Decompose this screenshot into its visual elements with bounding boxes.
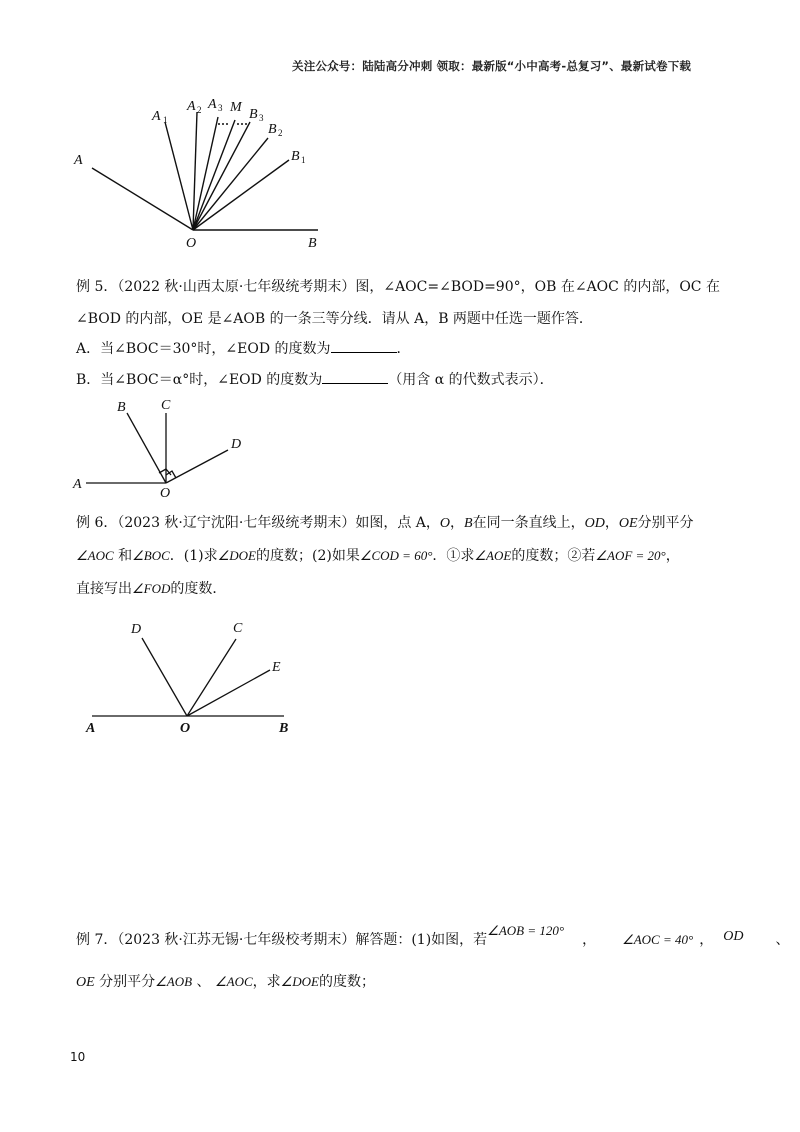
ex5-option-b-end: （用含 α 的代数式表示）． <box>388 372 554 388</box>
ex6-text-comma: ， <box>665 548 680 564</box>
label-B1: B <box>291 149 300 164</box>
ex7-text-1: 例 7．（2023 秋·江苏无锡·七年级校考期末）解答题：(1)如图，若 <box>76 932 488 948</box>
ex7-comma-2: ， <box>699 932 714 948</box>
label-D: D <box>231 437 242 452</box>
ex6-point-b: B <box>464 516 473 531</box>
figure-3-bisectors-diagram <box>0 615 800 745</box>
ex6-angle-boc: ∠BOC <box>132 548 170 563</box>
ex7-angle-aob-2: ∠AOB <box>155 974 193 989</box>
ex6-text-1: 例 6．（2023 秋·辽宁沈阳·七年级统考期末）如图，点 A， <box>76 515 440 531</box>
label-B: B <box>308 236 317 251</box>
ex7-ray-od: OD <box>723 929 744 944</box>
ex6-angle-fod: ∠FOD <box>132 581 171 596</box>
label-B3-sub: 3 <box>259 113 264 123</box>
ex7-angle-doe: ∠DOE <box>280 974 319 989</box>
ex5-answer-blank-b[interactable] <box>322 383 388 384</box>
label-D: D <box>131 622 142 637</box>
ex6-angle-aoc: ∠AOC <box>76 548 114 563</box>
ex7-text-4: 的度数； <box>319 974 375 990</box>
ex6-text-q2: 的度数；(2)如果 <box>255 548 360 564</box>
ex6-text-2: 在同一条直线上， <box>472 515 585 531</box>
ex5-line-4 <box>76 370 554 390</box>
ex6-line-3 <box>76 579 226 599</box>
label-A: A <box>86 721 96 736</box>
label-A2: A <box>187 99 196 114</box>
label-B3: B <box>249 107 258 122</box>
label-A: A <box>73 477 82 492</box>
ex7-ray-oe: OE <box>76 975 95 990</box>
ex6-line-2 <box>76 546 680 566</box>
ex7-text-3: ，求 <box>252 974 281 990</box>
label-B1-sub: 1 <box>301 155 306 165</box>
ex5-line-1: 例 5．（2022 秋·山西太原·七年级统考期末）图，∠AOC=∠BOD=90°，OB 在∠AOC 的内部，OC 在 <box>76 279 720 295</box>
ex6-text-3: 分别平分 <box>637 515 694 531</box>
ex7-angle-aoc-2: ∠AOC <box>214 974 253 989</box>
ex6-text-q3: ．①求 <box>432 548 475 564</box>
ex6-angle-cod: ∠COD = 60° <box>359 548 433 563</box>
ex6-text-q4: 的度数；②若 <box>511 548 596 564</box>
label-C: C <box>161 398 171 413</box>
ex7-text-2: 分别平分 <box>99 974 156 990</box>
label-B: B <box>117 400 126 415</box>
label-A: A <box>74 153 83 168</box>
label-B2-sub: 2 <box>278 128 283 138</box>
ex6-ray-oe: OE <box>618 516 638 531</box>
ex6-text-and: 和 <box>118 548 133 564</box>
ex6-angle-doe: ∠DOE <box>217 548 256 563</box>
label-O: O <box>160 486 171 501</box>
ex6-ray-od: OD <box>584 516 605 531</box>
ex5-option-b-text: B．当∠BOC＝α°时，∠EOD 的度数为 <box>76 372 323 388</box>
label-O: O <box>186 236 197 251</box>
ex5-line-3 <box>76 339 411 359</box>
label-C: C <box>233 621 243 636</box>
ex6-text-q5: 直接写出 <box>76 581 132 597</box>
figure-2-right-angles-diagram <box>0 395 800 505</box>
ex5-line-2: ∠BOD 的内部，OE 是∠AOB 的一条三等分线．请从 A，B 两题中任选一题作答． <box>76 311 593 327</box>
label-A1: A <box>152 109 161 124</box>
ex6-line-1: 例 6．（2023 秋·辽宁沈阳·七年级统考期末）如图，点 A，O，B在同一条直线上，OD，OE分别平分 <box>76 515 694 531</box>
label-B2: B <box>268 122 277 137</box>
label-O: O <box>180 721 191 736</box>
ex5-option-a-end: ． <box>396 341 411 357</box>
ex7-sep-2: 、 <box>196 974 211 990</box>
ex6-point-o: O <box>439 516 451 531</box>
label-A3-sub: 3 <box>218 103 223 113</box>
ex6-angle-aoe: ∠AOE <box>474 548 512 563</box>
label-A1-sub: 1 <box>163 115 168 125</box>
page-number: 10 <box>70 1050 86 1064</box>
ex7-line-1 <box>76 923 790 951</box>
ex6-text-q1: ．(1)求 <box>169 548 218 564</box>
ex7-angle-aob: ∠AOB = 120° <box>487 923 565 938</box>
ex7-comma-1: ， <box>582 932 597 948</box>
ex7-sep: 、 <box>775 932 790 948</box>
ex7-line-2 <box>76 972 375 993</box>
label-A3: A <box>208 97 217 112</box>
ex6-angle-aof: ∠AOF = 20° <box>595 548 666 563</box>
ex7-angle-aoc: ∠AOC = 40° <box>622 932 694 947</box>
ex6-text-end: 的度数． <box>170 581 227 597</box>
ex5-answer-blank-a[interactable] <box>331 352 397 353</box>
label-A2-sub: 2 <box>197 105 202 115</box>
label-M: M <box>230 100 242 115</box>
figure-1-rays-diagram <box>0 0 800 260</box>
ex6-comma: ， <box>450 515 465 531</box>
label-E: E <box>272 660 281 675</box>
ex5-option-a-text: A．当∠BOC＝30°时，∠EOD 的度数为 <box>76 341 331 357</box>
page-header: 关注公众号：陆陆高分冲刺 领取：最新版“小中高考-总复习”、最新试卷下载 <box>292 59 692 73</box>
label-B: B <box>279 721 289 736</box>
